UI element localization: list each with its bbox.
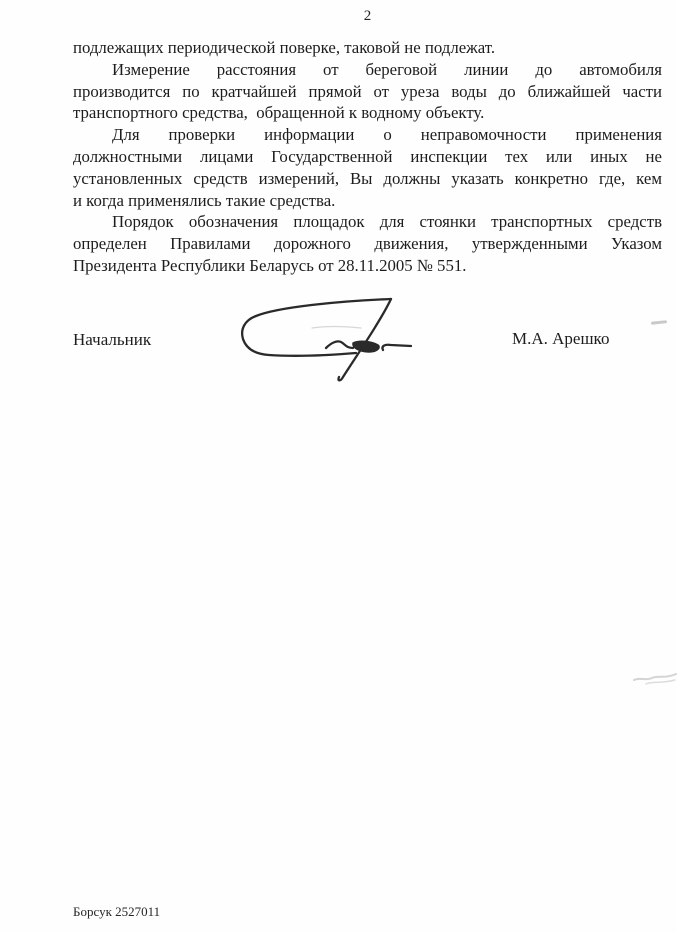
- text-line: установленных средств измерений, Вы должны указать конкретно где, кем: [73, 168, 662, 188]
- signatory-name: М.А. Арешко: [512, 329, 610, 348]
- text-line: транспортного средства, обращенной к водному объекту.: [73, 103, 485, 123]
- text-line: Порядок обозначения площадок для стоянки транспортных средств: [112, 212, 662, 232]
- executor-reference: Борсук 2527011: [73, 904, 161, 919]
- signatory-title: Начальник: [73, 330, 152, 349]
- text-line: определен Правилами дорожного движения, утвержденными Указом: [73, 234, 662, 254]
- handwritten-signature-icon: [220, 284, 460, 399]
- text-line: должностными лицами Государственной инспекции тех или иных не: [73, 146, 662, 166]
- scan-artifact-smudge-icon: [632, 668, 677, 690]
- scan-artifact-mark-icon: [651, 320, 667, 324]
- text-line: Для проверки информации о неправомочности применения: [112, 125, 662, 145]
- text-line: Президента Республики Беларусь от 28.11.2005 № 551.: [73, 255, 467, 275]
- text-line: подлежащих периодической поверке, таковой не подлежат.: [73, 38, 496, 57]
- document-body: [73, 37, 662, 277]
- text-line: и когда применялись такие средства.: [73, 190, 336, 210]
- text-line: производится по кратчайшей прямой от уреза воды до ближайшей части: [73, 81, 662, 101]
- page-number: 2: [363, 8, 372, 24]
- text-line: Измерение расстояния от береговой линии до автомобиля: [112, 59, 662, 79]
